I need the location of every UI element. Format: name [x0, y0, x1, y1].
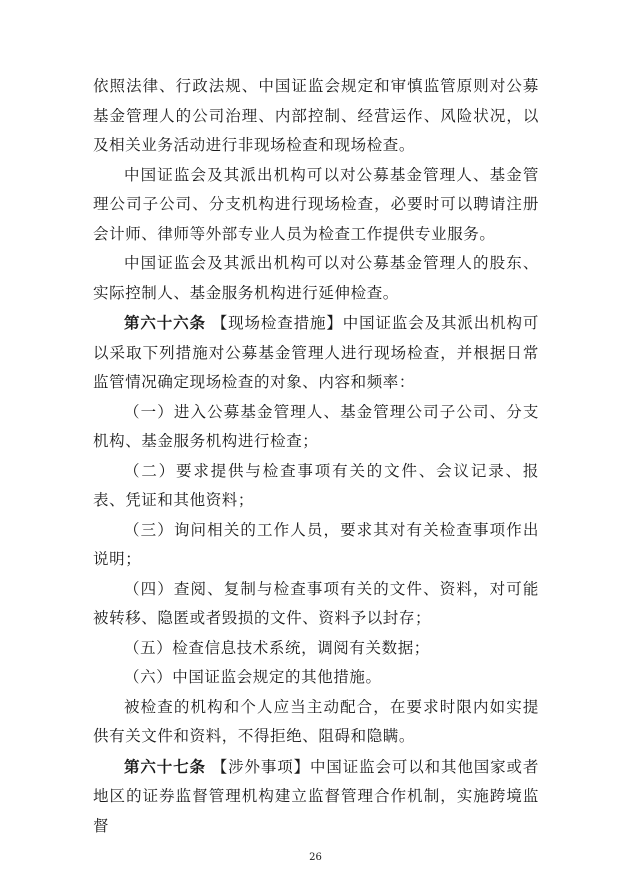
measure-item-6: （六）中国证监会规定的其他措施。 — [124, 668, 382, 686]
paragraph-cooperation: 被检查的机构和个人应当主动配合，在要求时限内如实提供有关文件和资料，不得拒绝、阻碍和隐瞒。 — [93, 697, 539, 745]
article-67 — [93, 752, 539, 842]
measure-item-5: （五）检查信息技术系统，调阅有关数据； — [124, 638, 430, 657]
document-body — [93, 72, 539, 841]
measure-item-2: （二）要求提供与检查事项有关的文件、会议记录、报表、凭证和其他资料； — [93, 461, 539, 509]
measure-item-1: （一）进入公募基金管理人、基金管理公司子公司、分支机构、基金服务机构进行检查； — [93, 402, 539, 450]
article-66 — [93, 308, 539, 398]
article-67-number: 第六十七条 — [124, 756, 206, 776]
measure-item-4: （四）查阅、复制与检查事项有关的文件、资料，对可能被转移、隐匿或者毁损的文件、资料予以封存； — [93, 579, 539, 627]
page-number: 26 — [309, 852, 322, 863]
measure-item-3: （三）询问相关的工作人员，要求其对有关检查事项作出说明； — [93, 520, 539, 568]
paragraph-3: 中国证监会及其派出机构可以对公募基金管理人的股东、实际控制人、基金服务机构进行延伸检查。 — [93, 254, 539, 302]
article-66-text: 中国证监会及其派出机构可以采取下列措施对公募基金管理人进行现场检查，并根据日常监管情况确定现场检查的对象、内容和频率： — [93, 314, 539, 391]
article-66-number: 第六十六条 — [124, 313, 206, 332]
article-67-title: 【涉外事项】 — [211, 757, 310, 776]
article-66-title: 【现场检查措施】 — [211, 314, 343, 332]
article-67-text: 中国证监会可以和其他国家或者地区的证券监督管理机构建立监督管理合作机制，实施跨境监督 — [93, 757, 539, 835]
paragraph-1: 依照法律、行政法规、中国证监会规定和审慎监管原则对公募基金管理人的公司治理、内部控制、经营运作、风险状况，以及相关业务活动进行非现场检查和现场检查。 — [93, 77, 539, 154]
paragraph-2: 中国证监会及其派出机构可以对公募基金管理人、基金管理公司子公司、分支机构进行现场检查，必要时可以聘请注册会计师、律师等外部专业人员为检查工作提供专业服务。 — [93, 165, 539, 243]
